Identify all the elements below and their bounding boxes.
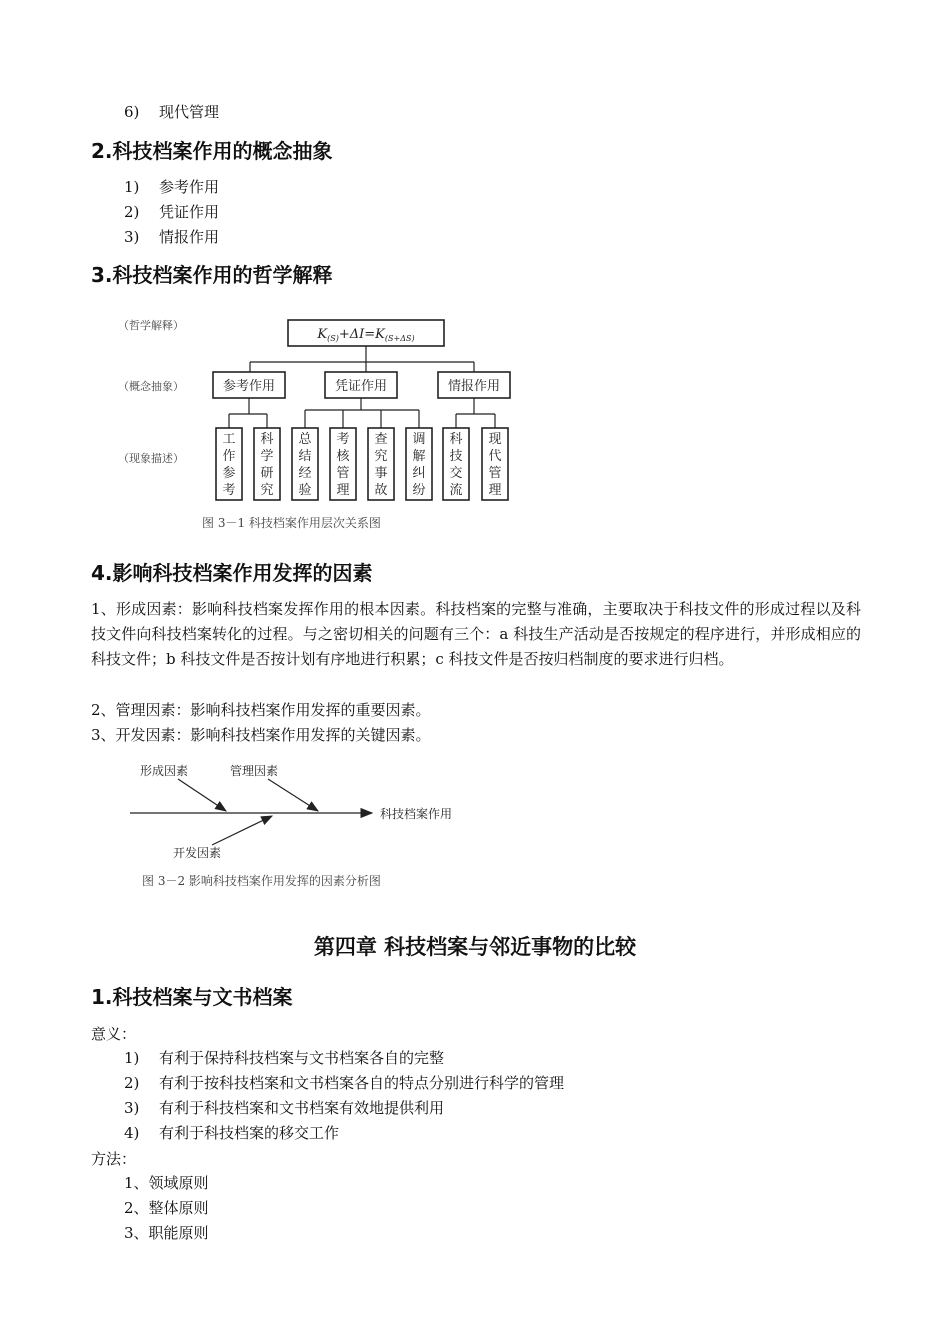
phenomenon-label: 考核管理 bbox=[336, 432, 350, 498]
list-text: 凭证作用 bbox=[159, 203, 220, 221]
list-item bbox=[124, 1073, 564, 1093]
list-number: 2) bbox=[124, 203, 140, 221]
list-number: 1) bbox=[124, 178, 140, 196]
phenomenon-label: 现代管理 bbox=[488, 432, 502, 498]
list-text: 情报作用 bbox=[159, 228, 220, 246]
develop-arrow bbox=[212, 816, 272, 845]
phenomenon-label: 查究事故 bbox=[374, 432, 388, 498]
phenomenon-label: 科学研究 bbox=[260, 432, 274, 498]
factor-figure bbox=[120, 755, 480, 895]
list-item bbox=[124, 202, 219, 222]
section-heading: 4.影响科技档案作用发挥的因素 bbox=[91, 561, 373, 585]
factor-label-form: 形成因素 bbox=[140, 764, 189, 778]
list-item bbox=[124, 102, 219, 122]
list-item bbox=[124, 1048, 444, 1068]
list-item bbox=[124, 1098, 444, 1118]
list-number: 3) bbox=[124, 1099, 140, 1117]
factor-label-develop: 开发因素 bbox=[173, 846, 222, 860]
section-heading: 1.科技档案与文书档案 bbox=[91, 985, 293, 1009]
list-item: 2、整体原则 bbox=[124, 1199, 209, 1217]
section-heading: 3.科技档案作用的哲学解释 bbox=[91, 263, 333, 287]
list-text: 有利于保持科技档案与文书档案各自的完整 bbox=[159, 1049, 445, 1067]
list-text: 有利于科技档案的移交工作 bbox=[159, 1124, 340, 1142]
list-item: 3、职能原则 bbox=[124, 1224, 209, 1242]
list-number: 3) bbox=[124, 228, 140, 246]
row-label: （现象描述） bbox=[118, 452, 184, 465]
form-arrow bbox=[178, 779, 226, 811]
list-text: 有利于科技档案和文书档案有效地提供利用 bbox=[159, 1099, 445, 1117]
label-line: 意义： bbox=[91, 1025, 137, 1043]
phenomenon-label: 调解纠纷 bbox=[412, 432, 426, 498]
formula-text: $K_{(S)}+\Delta I=K_{(S+\Delta S)}$ bbox=[317, 327, 415, 343]
manage-arrow bbox=[268, 779, 318, 811]
paragraph: 1、形成因素：影响科技档案发挥作用的根本因素。科技档案的完整与准确，主要取决于科技文件的形成过程以及科技文件向科技档案转化的过程。与之密切相关的问题有三个：a 科技生产活动是否按规定的程序进行，并形成相应的科技文件；b 科技文件是否按计划有序地进行积累；c 科技文件是否按归档制度的要求进行归档。 bbox=[91, 600, 861, 668]
list-number: 1) bbox=[124, 1049, 140, 1067]
row-label: （哲学解释） bbox=[118, 319, 184, 332]
phenomenon-label: 工作参考 bbox=[222, 432, 236, 498]
paragraph-line: 2、管理因素：影响科技档案作用发挥的重要因素。 bbox=[91, 701, 431, 719]
phenomenon-label: 总结经验 bbox=[298, 432, 312, 498]
row-label: （概念抽象） bbox=[118, 380, 184, 393]
chapter-title: 第四章 科技档案与邻近事物的比较 bbox=[313, 935, 637, 959]
label-line: 方法： bbox=[91, 1150, 137, 1168]
list-text: 现代管理 bbox=[159, 103, 220, 121]
list-item: 1、领域原则 bbox=[124, 1174, 209, 1192]
paragraph-line: 3、开发因素：影响科技档案作用发挥的关键因素。 bbox=[91, 726, 431, 744]
phenomenon-label: 科技交流 bbox=[449, 432, 463, 498]
result-label: 科技档案作用 bbox=[380, 807, 453, 821]
factor-label-manage: 管理因素 bbox=[230, 764, 279, 778]
section-heading: 2.科技档案作用的概念抽象 bbox=[91, 139, 333, 163]
list-item bbox=[124, 177, 219, 197]
list-item bbox=[124, 227, 219, 247]
concept-label: 凭证作用 bbox=[334, 379, 388, 394]
figure-caption: 图 3－1 科技档案作用层次关系图 bbox=[202, 516, 381, 530]
concept-label: 参考作用 bbox=[222, 379, 276, 394]
list-text: 参考作用 bbox=[159, 178, 220, 196]
concept-label: 情报作用 bbox=[447, 379, 501, 394]
phenomena-group bbox=[216, 428, 508, 500]
list-number: 6) bbox=[124, 103, 140, 121]
list-item bbox=[124, 1123, 339, 1143]
list-number: 2) bbox=[124, 1074, 140, 1092]
list-text: 有利于按科技档案和文书档案各自的特点分别进行科学的管理 bbox=[159, 1074, 565, 1092]
hierarchy-figure bbox=[110, 310, 530, 535]
figure-caption: 图 3－2 影响科技档案作用发挥的因素分析图 bbox=[142, 874, 381, 888]
list-number: 4) bbox=[124, 1124, 140, 1142]
